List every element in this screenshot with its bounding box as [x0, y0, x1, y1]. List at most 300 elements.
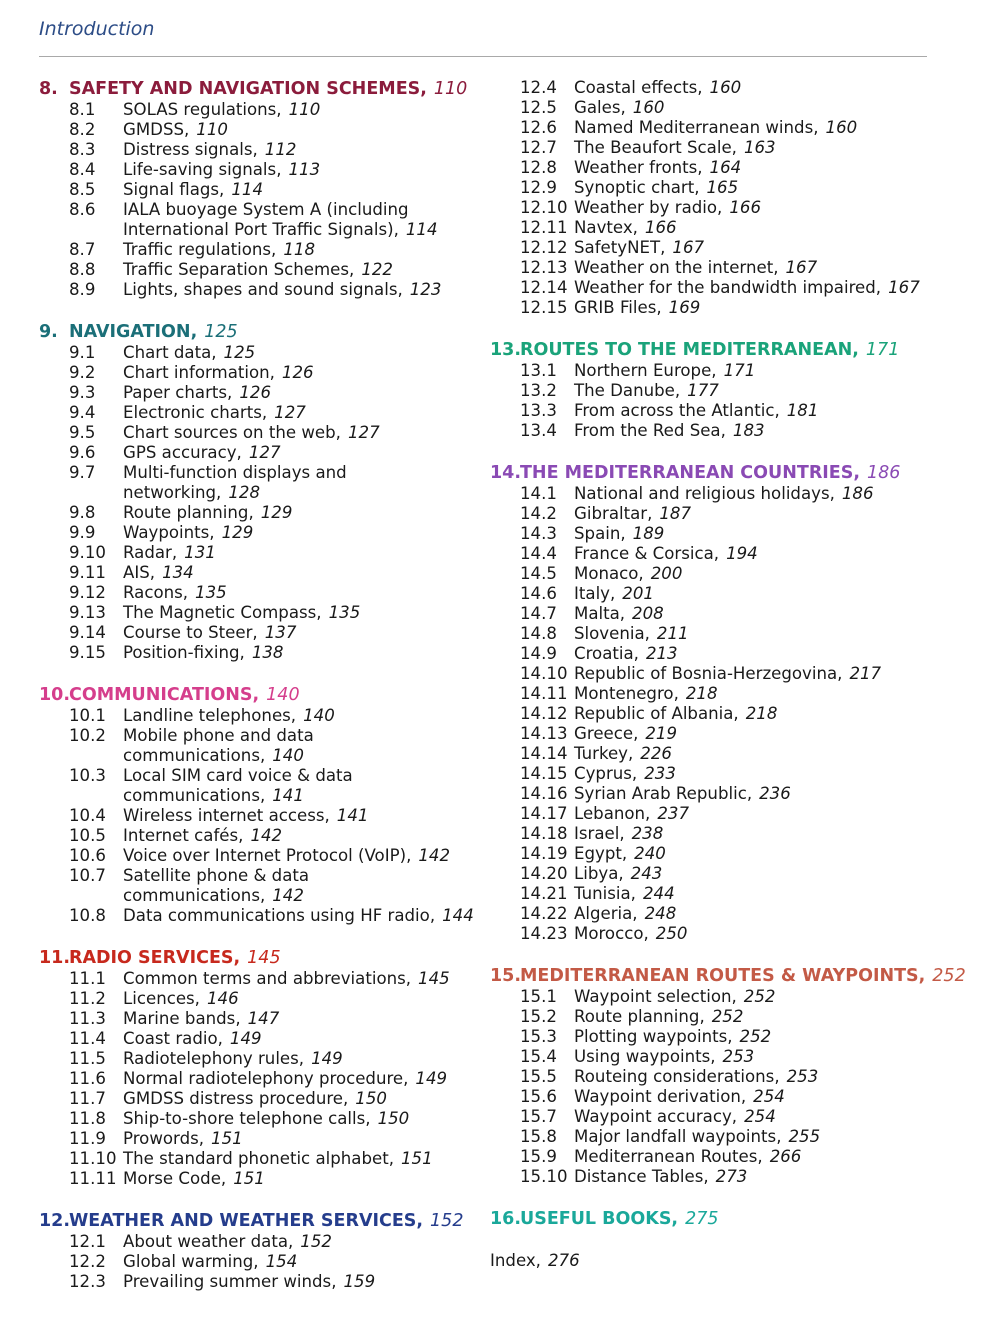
item-text: [574, 664, 960, 684]
section-page: 186: [867, 463, 901, 483]
toc-item: [39, 846, 484, 866]
item-line-text: Major landfall waypoints,: [574, 1127, 782, 1146]
item-text: [123, 180, 484, 200]
toc-item: [39, 806, 484, 826]
toc-item: [39, 200, 484, 240]
item-line-text: Slovenia,: [574, 624, 650, 643]
item-number: 8.5: [69, 180, 96, 199]
item-page: 149: [311, 1049, 343, 1068]
item-text: [574, 381, 960, 401]
toc-item: [39, 100, 484, 120]
item-line-text: GRIB Files,: [574, 298, 662, 317]
item-text: [123, 826, 484, 846]
item-number: 12.11: [520, 218, 568, 237]
item-text: [574, 987, 960, 1007]
section-number: 10.: [39, 685, 71, 705]
toc-item: [39, 726, 484, 766]
item-line: [574, 504, 960, 524]
toc-item: [490, 604, 960, 624]
toc-item: [490, 78, 960, 98]
toc-item: [490, 744, 960, 764]
item-line-text: Gales,: [574, 98, 626, 117]
toc-item: [490, 544, 960, 564]
toc-item: [39, 1049, 484, 1069]
item-text: [123, 200, 484, 240]
item-text: [574, 1127, 960, 1147]
item-number: 8.8: [69, 260, 96, 279]
item-line: [574, 987, 960, 1007]
item-number: 14.11: [520, 684, 568, 703]
item-line-text: Mobile phone and data: [123, 726, 314, 745]
item-text: [574, 401, 960, 421]
item-number: 14.2: [520, 504, 557, 523]
item-line-text: Montenegro,: [574, 684, 679, 703]
item-page: 248: [644, 904, 677, 923]
item-line: [123, 846, 484, 866]
toc-item: [490, 684, 960, 704]
item-text: [123, 423, 484, 443]
item-number: 8.1: [69, 100, 96, 119]
item-text: [574, 1027, 960, 1047]
toc-item: [490, 238, 960, 258]
item-line: [123, 1129, 484, 1149]
item-number: 11.9: [69, 1129, 106, 1148]
item-number: 9.5: [69, 423, 96, 442]
item-line-text: SOLAS regulations,: [123, 100, 282, 119]
section-number: 15.: [490, 966, 522, 986]
toc-item: [39, 623, 484, 643]
item-line: [123, 343, 484, 363]
item-line-text: Satellite phone & data: [123, 866, 310, 885]
toc-item: [490, 118, 960, 138]
item-page: 142: [418, 846, 451, 865]
item-number: 12.5: [520, 98, 557, 117]
item-text: [123, 260, 484, 280]
item-text: [123, 603, 484, 623]
item-line: [123, 503, 484, 523]
item-text: [574, 1047, 960, 1067]
item-line: [574, 1067, 960, 1087]
toc-item: [39, 906, 484, 926]
toc-item: [39, 180, 484, 200]
item-page: 137: [264, 623, 297, 642]
item-text: [123, 806, 484, 826]
item-line: [574, 361, 960, 381]
item-line-text: Algeria,: [574, 904, 638, 923]
item-number: 9.15: [69, 643, 106, 662]
toc-item: [39, 120, 484, 140]
item-text: [123, 280, 484, 300]
item-text: [574, 544, 960, 564]
item-line-text: International Port Traffic Signals),: [123, 220, 399, 239]
item-line-text: Course to Steer,: [123, 623, 258, 642]
item-line-text: Coast radio,: [123, 1029, 223, 1048]
item-number: 11.11: [69, 1169, 117, 1188]
item-number: 11.1: [69, 969, 106, 988]
toc-item: [39, 1272, 484, 1292]
section-title: WEATHER AND WEATHER SERVICES,: [69, 1211, 424, 1231]
item-line-text: Synoptic chart,: [574, 178, 700, 197]
item-page: 135: [195, 583, 227, 602]
item-number: 14.3: [520, 524, 557, 543]
toc-item: [490, 278, 960, 298]
toc-item: [490, 1027, 960, 1047]
item-text: [123, 160, 484, 180]
item-line-text: Marine bands,: [123, 1009, 241, 1028]
item-text: [574, 524, 960, 544]
item-text: [123, 403, 484, 423]
item-page: 169: [668, 298, 701, 317]
item-line-text: Weather by radio,: [574, 198, 723, 217]
toc-item: [39, 583, 484, 603]
item-text: [123, 1069, 484, 1089]
toc-item: [39, 989, 484, 1009]
item-page: 166: [644, 218, 677, 237]
item-page: 166: [729, 198, 762, 217]
item-text: [123, 1049, 484, 1069]
item-line: [574, 78, 960, 98]
toc-item: [490, 644, 960, 664]
item-line-text: Republic of Albania,: [574, 704, 739, 723]
item-line: [123, 220, 484, 240]
item-text: [123, 523, 484, 543]
item-line-text: Radar,: [123, 543, 178, 562]
item-line: [123, 423, 484, 443]
item-line-text: Voice over Internet Protocol (VoIP),: [123, 846, 412, 865]
toc-item: [39, 160, 484, 180]
item-text: [123, 100, 484, 120]
header-rule: [39, 56, 927, 57]
item-line-text: Greece,: [574, 724, 639, 743]
item-line: [123, 100, 484, 120]
toc-item: [39, 563, 484, 583]
item-text: [574, 118, 960, 138]
item-line-text: Waypoints,: [123, 523, 215, 542]
item-page: 160: [632, 98, 665, 117]
item-page: 123: [409, 280, 442, 299]
toc-item: [39, 766, 484, 806]
section-heading: [39, 684, 484, 706]
item-number: 15.9: [520, 1147, 557, 1166]
item-text: [574, 198, 960, 218]
item-page: 122: [361, 260, 393, 279]
item-page: 110: [196, 120, 228, 139]
item-line-text: Spain,: [574, 524, 626, 543]
item-line: [574, 1107, 960, 1127]
item-line: [574, 278, 960, 298]
item-number: 12.8: [520, 158, 557, 177]
item-number: 11.8: [69, 1109, 106, 1128]
item-line-text: Landline telephones,: [123, 706, 297, 725]
item-line: [574, 644, 960, 664]
item-number: 15.2: [520, 1007, 557, 1026]
item-number: 12.9: [520, 178, 557, 197]
item-number: 10.1: [69, 706, 106, 725]
section-number: 9.: [39, 322, 58, 342]
toc-item: [39, 260, 484, 280]
item-line: [123, 1069, 484, 1089]
item-line: [123, 1049, 484, 1069]
item-page: 244: [642, 884, 675, 903]
item-line: [574, 401, 960, 421]
toc-item: [490, 401, 960, 421]
item-page: 252: [739, 1027, 772, 1046]
item-page: 243: [630, 864, 663, 883]
item-number: 14.5: [520, 564, 557, 583]
item-line-text: Morse Code,: [123, 1169, 227, 1188]
item-page: 187: [659, 504, 692, 523]
toc-item: [39, 643, 484, 663]
item-number: 14.13: [520, 724, 568, 743]
item-page: 144: [442, 906, 474, 925]
item-line: [574, 258, 960, 278]
item-page: 142: [272, 886, 304, 905]
item-page: 126: [281, 363, 314, 382]
item-line-text: From the Red Sea,: [574, 421, 726, 440]
toc-section-8: [39, 78, 484, 300]
item-text: [574, 178, 960, 198]
item-number: 12.12: [520, 238, 568, 257]
item-text: [123, 866, 484, 906]
item-text: [574, 584, 960, 604]
toc-item: [490, 138, 960, 158]
item-text: [574, 218, 960, 238]
item-page: 167: [785, 258, 818, 277]
index-label: Index,: [490, 1251, 541, 1270]
item-text: [123, 1029, 484, 1049]
item-page: 140: [272, 746, 304, 765]
section-number: 13.: [490, 340, 522, 360]
item-line-text: The Beaufort Scale,: [574, 138, 737, 157]
item-line-text: Traffic Separation Schemes,: [123, 260, 355, 279]
item-line-text: Routeing considerations,: [574, 1067, 780, 1086]
item-page: 146: [206, 989, 239, 1008]
item-text: [574, 504, 960, 524]
section-number: 12.: [39, 1211, 71, 1231]
item-page: 255: [788, 1127, 821, 1146]
item-number: 8.4: [69, 160, 96, 179]
toc-item: [39, 1149, 484, 1169]
item-page: 114: [231, 180, 264, 199]
toc-item: [39, 280, 484, 300]
item-line-text: Wireless internet access,: [123, 806, 330, 825]
toc-item: [490, 1147, 960, 1167]
toc-item: [490, 258, 960, 278]
item-line-text: Life-saving signals,: [123, 160, 282, 179]
item-page: 237: [657, 804, 690, 823]
toc-item: [490, 504, 960, 524]
section-heading: [490, 1208, 960, 1230]
item-text: [123, 463, 484, 503]
item-line: [123, 443, 484, 463]
item-page: 114: [405, 220, 438, 239]
item-line: [123, 766, 484, 786]
item-line-text: Chart sources on the web,: [123, 423, 341, 442]
item-number: 10.2: [69, 726, 106, 745]
item-line-text: Tunisia,: [574, 884, 636, 903]
item-line-text: communications,: [123, 746, 266, 765]
item-line-text: Signal flags,: [123, 180, 225, 199]
item-text: [574, 684, 960, 704]
toc-item: [39, 443, 484, 463]
item-line: [574, 1167, 960, 1187]
item-number: 11.5: [69, 1049, 106, 1068]
item-number: 10.7: [69, 866, 106, 885]
section-heading: [39, 1210, 484, 1232]
item-number: 11.7: [69, 1089, 106, 1108]
item-page: 160: [709, 78, 742, 97]
item-number: 12.6: [520, 118, 557, 137]
item-line-text: National and religious holidays,: [574, 484, 835, 503]
item-number: 12.2: [69, 1252, 106, 1271]
section-page: 152: [430, 1211, 464, 1231]
item-number: 14.12: [520, 704, 568, 723]
item-text: [574, 1147, 960, 1167]
section-page: 275: [685, 1209, 719, 1229]
toc-item: [39, 1232, 484, 1252]
toc-section-10: [39, 684, 484, 926]
toc-item: [490, 1127, 960, 1147]
item-number: 8.9: [69, 280, 96, 299]
item-text: [574, 604, 960, 624]
item-line-text: Data communications using HF radio,: [123, 906, 436, 925]
toc-item: [490, 564, 960, 584]
item-line-text: Coastal effects,: [574, 78, 703, 97]
item-page: 131: [184, 543, 216, 562]
section-title: SAFETY AND NAVIGATION SCHEMES,: [69, 79, 427, 99]
item-line: [574, 1047, 960, 1067]
item-text: [123, 1149, 484, 1169]
item-line: [123, 1169, 484, 1189]
toc-item: [490, 704, 960, 724]
item-text: [574, 1167, 960, 1187]
item-line: [123, 603, 484, 623]
section-title: MEDITERRANEAN ROUTES & WAYPOINTS,: [520, 966, 926, 986]
toc-item: [39, 1009, 484, 1029]
item-line: [123, 1149, 484, 1169]
item-page: 127: [248, 443, 281, 462]
toc-item: [39, 363, 484, 383]
item-page: 200: [650, 564, 683, 583]
item-number: 9.1: [69, 343, 96, 362]
item-number: 15.10: [520, 1167, 568, 1186]
item-page: 160: [825, 118, 858, 137]
item-page: 110: [288, 100, 321, 119]
section-page: 110: [433, 79, 468, 99]
item-page: 252: [743, 987, 776, 1006]
item-line-text: Route planning,: [123, 503, 254, 522]
item-number: 14.7: [520, 604, 557, 623]
item-text: [574, 1107, 960, 1127]
item-line: [574, 564, 960, 584]
toc-item: [39, 969, 484, 989]
item-line: [574, 584, 960, 604]
item-number: 11.10: [69, 1149, 117, 1168]
item-page: 127: [274, 403, 306, 422]
toc-item: [490, 884, 960, 904]
item-text: [574, 924, 960, 944]
item-number: 15.8: [520, 1127, 557, 1146]
item-page: 167: [888, 278, 920, 297]
item-number: 14.4: [520, 544, 557, 563]
item-number: 9.4: [69, 403, 96, 422]
item-text: [123, 240, 484, 260]
item-page: 113: [288, 160, 321, 179]
item-number: 9.11: [69, 563, 106, 582]
toc-item: [490, 824, 960, 844]
section-page: 252: [932, 966, 966, 986]
item-page: 129: [260, 503, 293, 522]
item-line: [123, 120, 484, 140]
item-text: [123, 1009, 484, 1029]
item-page: 112: [264, 140, 297, 159]
toc-item: [490, 1087, 960, 1107]
section-number: 11.: [39, 948, 71, 968]
toc-item: [39, 523, 484, 543]
item-line: [574, 724, 960, 744]
item-text: [123, 846, 484, 866]
item-line: [574, 884, 960, 904]
section-number: 16.: [490, 1209, 522, 1229]
item-page: 181: [786, 401, 819, 420]
toc-item: [490, 924, 960, 944]
toc-item: [490, 764, 960, 784]
section-title: USEFUL BOOKS,: [520, 1209, 679, 1229]
item-page: 151: [233, 1169, 265, 1188]
toc-item: [490, 664, 960, 684]
item-page: 128: [228, 483, 261, 502]
item-line-text: Northern Europe,: [574, 361, 717, 380]
item-number: 9.13: [69, 603, 106, 622]
item-line-text: Weather on the internet,: [574, 258, 779, 277]
toc-section-15: [490, 965, 966, 1187]
item-text: [574, 764, 960, 784]
item-line: [574, 684, 960, 704]
toc-section-12-continued: [490, 78, 960, 318]
item-number: 14.21: [520, 884, 568, 903]
item-page: 208: [632, 604, 664, 623]
item-line: [123, 706, 484, 726]
item-line-text: Weather fronts,: [574, 158, 703, 177]
item-line: [123, 280, 484, 300]
item-page: 211: [656, 624, 689, 643]
section-title: ROUTES TO THE MEDITERRANEAN,: [520, 340, 859, 360]
item-line: [574, 198, 960, 218]
item-line: [574, 218, 960, 238]
item-number: 15.7: [520, 1107, 557, 1126]
item-number: 9.6: [69, 443, 96, 462]
item-page: 253: [786, 1067, 819, 1086]
item-number: 12.10: [520, 198, 568, 217]
item-number: 9.9: [69, 523, 96, 542]
item-line-text: Lights, shapes and sound signals,: [123, 280, 403, 299]
item-line: [123, 1089, 484, 1109]
item-page: 138: [251, 643, 284, 662]
item-line: [123, 363, 484, 383]
item-line-text: Normal radiotelephony procedure,: [123, 1069, 409, 1088]
item-line-text: The standard phonetic alphabet,: [123, 1149, 394, 1168]
item-text: [123, 969, 484, 989]
item-line: [123, 726, 484, 746]
item-line-text: Racons,: [123, 583, 189, 602]
item-number: 9.3: [69, 383, 96, 402]
toc-item: [39, 423, 484, 443]
section-page: 140: [266, 685, 300, 705]
item-line-text: Gibraltar,: [574, 504, 653, 523]
item-page: 218: [745, 704, 778, 723]
item-number: 10.4: [69, 806, 106, 825]
item-number: 9.2: [69, 363, 96, 382]
